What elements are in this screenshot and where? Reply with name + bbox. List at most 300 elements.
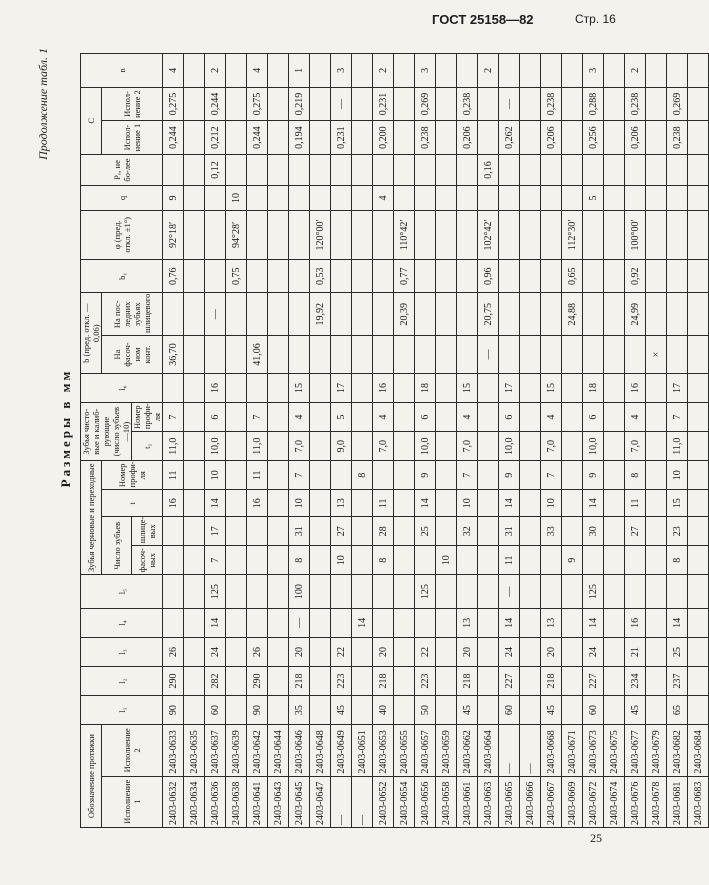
cell-bs xyxy=(289,293,310,336)
cell-b1 xyxy=(289,259,310,293)
cell-d1: 2403-0676 xyxy=(625,776,646,827)
cell-bs xyxy=(226,293,247,336)
cell-l1 xyxy=(478,696,499,725)
cell-t: 16 xyxy=(163,490,184,517)
cell-l6 xyxy=(184,374,205,403)
cell-d1: 2403-0636 xyxy=(205,776,226,827)
cell-q xyxy=(184,186,205,211)
table-row xyxy=(247,54,268,828)
cell-t xyxy=(688,490,709,517)
cell-pn: 9 xyxy=(415,461,436,490)
cell-pc xyxy=(373,154,394,185)
cell-phi: 112°30′ xyxy=(562,210,583,259)
cell-l1 xyxy=(394,696,415,725)
cell-l4: 14 xyxy=(352,608,373,637)
cell-c2 xyxy=(268,87,289,121)
cell-c1 xyxy=(352,121,373,155)
cell-c1 xyxy=(604,121,625,155)
n-header: n xyxy=(81,54,163,88)
cell-q xyxy=(394,186,415,211)
cell-l6 xyxy=(226,374,247,403)
cell-ts xyxy=(646,517,667,546)
cell-d1: 2403-0645 xyxy=(289,776,310,827)
q-header: q xyxy=(81,186,163,211)
cell-d2: 2403-0675 xyxy=(604,725,625,776)
cell-l5 xyxy=(646,575,667,609)
cell-n xyxy=(310,54,331,88)
cell-l4 xyxy=(247,608,268,637)
cell-l3 xyxy=(562,637,583,666)
cell-l4 xyxy=(520,608,541,637)
cell-bf xyxy=(667,336,688,374)
cell-pc: 0,16 xyxy=(478,154,499,185)
cell-c1: 0,262 xyxy=(499,121,520,155)
cell-c1: 0,206 xyxy=(541,121,562,155)
cell-l1: 60 xyxy=(205,696,226,725)
cell-tf xyxy=(478,546,499,575)
cell-l4 xyxy=(373,608,394,637)
cell-bs xyxy=(583,293,604,336)
cell-pc xyxy=(310,154,331,185)
cell-bf xyxy=(583,336,604,374)
cell-n xyxy=(688,54,709,88)
cell-l6 xyxy=(520,374,541,403)
cell-l5 xyxy=(436,575,457,609)
cell-l6 xyxy=(268,374,289,403)
cell-n: 3 xyxy=(331,54,352,88)
cell-pn2: 4 xyxy=(625,403,646,432)
cell-q xyxy=(604,186,625,211)
cell-tf xyxy=(688,546,709,575)
cell-tf xyxy=(163,546,184,575)
cell-bf xyxy=(394,336,415,374)
cell-d2: 2403-0655 xyxy=(394,725,415,776)
cell-bs: — xyxy=(205,293,226,336)
cell-ts: 17 xyxy=(205,517,226,546)
cell-pc xyxy=(226,154,247,185)
cell-pc xyxy=(625,154,646,185)
cell-tf: 7 xyxy=(205,546,226,575)
cell-bs xyxy=(268,293,289,336)
cell-n xyxy=(667,54,688,88)
cell-d2: 2403-0677 xyxy=(625,725,646,776)
cell-tf: 8 xyxy=(289,546,310,575)
l3-header: l₃ xyxy=(81,637,163,666)
cell-t1 xyxy=(688,432,709,461)
cell-c2 xyxy=(604,87,625,121)
cell-l5 xyxy=(520,575,541,609)
cell-c2: 0,269 xyxy=(415,87,436,121)
cell-d1: — xyxy=(331,776,352,827)
cell-l6: 16 xyxy=(205,374,226,403)
cell-t1: 10,0 xyxy=(499,432,520,461)
cell-ts xyxy=(520,517,541,546)
cell-q xyxy=(331,186,352,211)
cell-l1: 60 xyxy=(499,696,520,725)
cell-bs xyxy=(688,293,709,336)
cell-pc xyxy=(604,154,625,185)
cell-tf xyxy=(310,546,331,575)
t-header: t xyxy=(102,490,163,517)
table-row xyxy=(667,54,688,828)
cell-pn: 10 xyxy=(667,461,688,490)
cell-d2: — xyxy=(520,725,541,776)
cell-l4: 16 xyxy=(625,608,646,637)
cell-q xyxy=(541,186,562,211)
cell-l6: 17 xyxy=(667,374,688,403)
cell-pc xyxy=(499,154,520,185)
cell-n xyxy=(604,54,625,88)
cell-tf: 10 xyxy=(436,546,457,575)
cell-pn xyxy=(520,461,541,490)
cell-t xyxy=(310,490,331,517)
cell-t: 10 xyxy=(541,490,562,517)
cell-l5 xyxy=(184,575,205,609)
cell-pn2: 4 xyxy=(373,403,394,432)
cell-bf: — xyxy=(478,336,499,374)
cell-d1: 2403-0641 xyxy=(247,776,268,827)
cell-bs: 24,88 xyxy=(562,293,583,336)
cell-l2: 227 xyxy=(583,666,604,695)
cell-c1: 0,206 xyxy=(457,121,478,155)
table-continuation: Продолжение табл. 1 xyxy=(36,48,50,160)
cell-l1: 60 xyxy=(583,696,604,725)
cell-t xyxy=(562,490,583,517)
cell-t1 xyxy=(310,432,331,461)
cell-d1: 2403-0643 xyxy=(268,776,289,827)
cell-t1 xyxy=(352,432,373,461)
cell-d1: 2403-0652 xyxy=(373,776,394,827)
cell-t1 xyxy=(520,432,541,461)
cell-bs xyxy=(352,293,373,336)
cell-bf xyxy=(289,336,310,374)
cell-b1 xyxy=(415,259,436,293)
cell-l2 xyxy=(646,666,667,695)
cell-t xyxy=(226,490,247,517)
cell-b1 xyxy=(688,259,709,293)
cell-phi: 100°00′ xyxy=(625,210,646,259)
cell-bf xyxy=(184,336,205,374)
cell-d1: 2403-0654 xyxy=(394,776,415,827)
cell-c2: — xyxy=(331,87,352,121)
cell-bf: 41,06 xyxy=(247,336,268,374)
cell-n: 3 xyxy=(583,54,604,88)
cell-t1: 10,0 xyxy=(583,432,604,461)
l6-header: l₆ xyxy=(81,374,163,403)
cell-d2: 2403-0668 xyxy=(541,725,562,776)
cell-c1: 0,212 xyxy=(205,121,226,155)
cell-b1 xyxy=(583,259,604,293)
cell-c2 xyxy=(394,87,415,121)
cell-b1: 0,92 xyxy=(625,259,646,293)
cell-c1 xyxy=(184,121,205,155)
cell-tf xyxy=(457,546,478,575)
cell-l6: 17 xyxy=(331,374,352,403)
cell-pn2 xyxy=(184,403,205,432)
l2-header: l₂ xyxy=(81,666,163,695)
cell-phi xyxy=(331,210,352,259)
cell-t1 xyxy=(436,432,457,461)
cell-d2: 2403-0648 xyxy=(310,725,331,776)
cell-n xyxy=(226,54,247,88)
profile-no-header: Номер профи-ля xyxy=(102,461,163,490)
cell-b1 xyxy=(205,259,226,293)
cell-tf: 10 xyxy=(331,546,352,575)
cell-d2: 2403-0679 xyxy=(646,725,667,776)
cell-n xyxy=(184,54,205,88)
table-row xyxy=(520,54,541,828)
cell-pc: 0,12 xyxy=(205,154,226,185)
cell-q xyxy=(352,186,373,211)
table-row xyxy=(562,54,583,828)
cell-ts: 31 xyxy=(289,517,310,546)
cell-pn xyxy=(604,461,625,490)
cell-pc xyxy=(541,154,562,185)
cell-tf xyxy=(583,546,604,575)
cell-phi xyxy=(268,210,289,259)
cell-pc xyxy=(352,154,373,185)
cell-l1 xyxy=(436,696,457,725)
cell-l1: 45 xyxy=(625,696,646,725)
cell-q xyxy=(247,186,268,211)
table-row xyxy=(268,54,289,828)
cell-pn xyxy=(646,461,667,490)
cell-l2 xyxy=(394,666,415,695)
cell-pn2 xyxy=(646,403,667,432)
cell-d2: 2403-0653 xyxy=(373,725,394,776)
cell-pc xyxy=(394,154,415,185)
cell-pn2 xyxy=(226,403,247,432)
cell-l5 xyxy=(667,575,688,609)
cell-d1: 2403-0681 xyxy=(667,776,688,827)
cell-ts xyxy=(688,517,709,546)
cell-t1 xyxy=(478,432,499,461)
table-row xyxy=(184,54,205,828)
cell-b1 xyxy=(331,259,352,293)
cell-pc xyxy=(688,154,709,185)
b-facet-header: На фасоч-ном конт. xyxy=(102,336,163,374)
cell-phi xyxy=(436,210,457,259)
cell-pn: 9 xyxy=(499,461,520,490)
cell-d1: 2403-0666 xyxy=(520,776,541,827)
cell-pn2 xyxy=(478,403,499,432)
cell-t: 16 xyxy=(247,490,268,517)
cell-bs xyxy=(163,293,184,336)
cell-pn: 10 xyxy=(205,461,226,490)
cell-d1: 2403-0683 xyxy=(688,776,709,827)
cell-b1: 0,75 xyxy=(226,259,247,293)
cell-n xyxy=(268,54,289,88)
cell-l1: 50 xyxy=(415,696,436,725)
cell-bs xyxy=(520,293,541,336)
cell-bf: × xyxy=(646,336,667,374)
cell-l1: 65 xyxy=(667,696,688,725)
c1-header: Испол-нение 1 xyxy=(102,121,163,155)
cell-d2: 2403-0682 xyxy=(667,725,688,776)
cell-c2: 0,275 xyxy=(247,87,268,121)
l5-header: l₅ xyxy=(81,575,163,609)
cell-l5: 125 xyxy=(415,575,436,609)
b-spline-header: На пос-ледних зубьях шлицевого xyxy=(102,293,163,336)
cell-l4 xyxy=(331,608,352,637)
cell-n xyxy=(541,54,562,88)
cell-n: 2 xyxy=(478,54,499,88)
phi-header: φ (пред. откл. ±1°) xyxy=(81,210,163,259)
cell-d1: 2403-0632 xyxy=(163,776,184,827)
cell-bf xyxy=(688,336,709,374)
cell-pn2 xyxy=(310,403,331,432)
cell-d1: 2403-0674 xyxy=(604,776,625,827)
cell-c1: 0,238 xyxy=(415,121,436,155)
dimensions-table xyxy=(80,53,709,828)
cell-tf xyxy=(415,546,436,575)
profile-no2-header: Номер профи-ля xyxy=(132,403,163,432)
cell-pn xyxy=(331,461,352,490)
cell-l5 xyxy=(310,575,331,609)
table-row xyxy=(352,54,373,828)
cell-l4 xyxy=(310,608,331,637)
cell-l1: 90 xyxy=(247,696,268,725)
cell-l2 xyxy=(688,666,709,695)
cell-t1 xyxy=(562,432,583,461)
cell-l6 xyxy=(163,374,184,403)
cell-ts xyxy=(562,517,583,546)
cell-l6 xyxy=(394,374,415,403)
designation-header: Обозначение протяжки xyxy=(81,725,102,828)
cell-c1 xyxy=(520,121,541,155)
cell-c2: 0,288 xyxy=(583,87,604,121)
cell-t1: 10,0 xyxy=(415,432,436,461)
cell-l1: 45 xyxy=(331,696,352,725)
cell-tf xyxy=(268,546,289,575)
table-row xyxy=(373,54,394,828)
cell-l3 xyxy=(352,637,373,666)
cell-c1 xyxy=(646,121,667,155)
cell-pc xyxy=(415,154,436,185)
table-body xyxy=(163,54,709,828)
cell-pn xyxy=(478,461,499,490)
cell-b1 xyxy=(268,259,289,293)
cell-t1: 7,0 xyxy=(541,432,562,461)
l1-header: l₁ xyxy=(81,696,163,725)
teeth-count-header: Число зубьев xyxy=(102,517,132,575)
cell-c2: 0,238 xyxy=(625,87,646,121)
cell-t xyxy=(604,490,625,517)
cell-l4 xyxy=(226,608,247,637)
cell-tf xyxy=(646,546,667,575)
cell-l5 xyxy=(352,575,373,609)
rough-teeth-header: Зубья черновые и переходные xyxy=(81,461,102,575)
table-row xyxy=(310,54,331,828)
cell-d1: 2403-0665 xyxy=(499,776,520,827)
cell-l6 xyxy=(247,374,268,403)
cell-ts xyxy=(352,517,373,546)
cell-d1: 2403-0669 xyxy=(562,776,583,827)
cell-l3 xyxy=(310,637,331,666)
cell-pn2 xyxy=(688,403,709,432)
cell-bs xyxy=(373,293,394,336)
cell-l2 xyxy=(226,666,247,695)
cell-q: 4 xyxy=(373,186,394,211)
cell-c1: 0,256 xyxy=(583,121,604,155)
cell-l3 xyxy=(394,637,415,666)
cell-pn2: 6 xyxy=(583,403,604,432)
cell-c2: 0,238 xyxy=(541,87,562,121)
cell-pn2: 7 xyxy=(667,403,688,432)
cell-t xyxy=(352,490,373,517)
cell-l3: 25 xyxy=(667,637,688,666)
cell-bf xyxy=(373,336,394,374)
cell-b1 xyxy=(457,259,478,293)
cell-l6 xyxy=(562,374,583,403)
cell-q: 5 xyxy=(583,186,604,211)
cell-c2: 0,231 xyxy=(373,87,394,121)
table-row xyxy=(394,54,415,828)
cell-pn: 11 xyxy=(163,461,184,490)
cell-q xyxy=(268,186,289,211)
cell-q xyxy=(646,186,667,211)
cell-q: 10 xyxy=(226,186,247,211)
cell-phi: 110°42′ xyxy=(394,210,415,259)
rotated-table-block xyxy=(36,48,704,828)
cell-d2: 2403-0639 xyxy=(226,725,247,776)
cell-d1: 2403-0663 xyxy=(478,776,499,827)
cell-bs xyxy=(667,293,688,336)
cell-bf xyxy=(457,336,478,374)
cell-t1 xyxy=(604,432,625,461)
cell-phi xyxy=(667,210,688,259)
cell-l5 xyxy=(688,575,709,609)
cell-d2: 2403-0649 xyxy=(331,725,352,776)
cell-c1 xyxy=(478,121,499,155)
cell-l3 xyxy=(520,637,541,666)
cell-l3: 24 xyxy=(205,637,226,666)
cell-t1: 7,0 xyxy=(373,432,394,461)
cell-bs: 20,39 xyxy=(394,293,415,336)
cell-l3: 20 xyxy=(373,637,394,666)
cell-l5 xyxy=(163,575,184,609)
cell-b1 xyxy=(499,259,520,293)
cell-q xyxy=(205,186,226,211)
cell-d1: 2403-0672 xyxy=(583,776,604,827)
cell-bf xyxy=(436,336,457,374)
spline-header: шлице-вых xyxy=(132,517,163,546)
cell-b1 xyxy=(541,259,562,293)
cell-bf xyxy=(625,336,646,374)
cell-d1: 2403-0634 xyxy=(184,776,205,827)
cell-bs xyxy=(541,293,562,336)
cell-c2: 0,238 xyxy=(457,87,478,121)
cell-bf xyxy=(268,336,289,374)
table-row xyxy=(289,54,310,828)
cell-d2: 2403-0642 xyxy=(247,725,268,776)
cell-l3: 20 xyxy=(541,637,562,666)
cell-phi xyxy=(205,210,226,259)
cell-ts xyxy=(226,517,247,546)
cell-l6 xyxy=(436,374,457,403)
cell-q xyxy=(415,186,436,211)
cell-l2: 290 xyxy=(163,666,184,695)
cell-bs: 20,75 xyxy=(478,293,499,336)
cell-n: 4 xyxy=(163,54,184,88)
cell-n xyxy=(352,54,373,88)
cell-tf xyxy=(184,546,205,575)
cell-l6: 18 xyxy=(583,374,604,403)
cell-t: 11 xyxy=(373,490,394,517)
ver2-header: Исполнение 2 xyxy=(102,725,163,776)
cell-l3 xyxy=(268,637,289,666)
cell-c1: 0,194 xyxy=(289,121,310,155)
